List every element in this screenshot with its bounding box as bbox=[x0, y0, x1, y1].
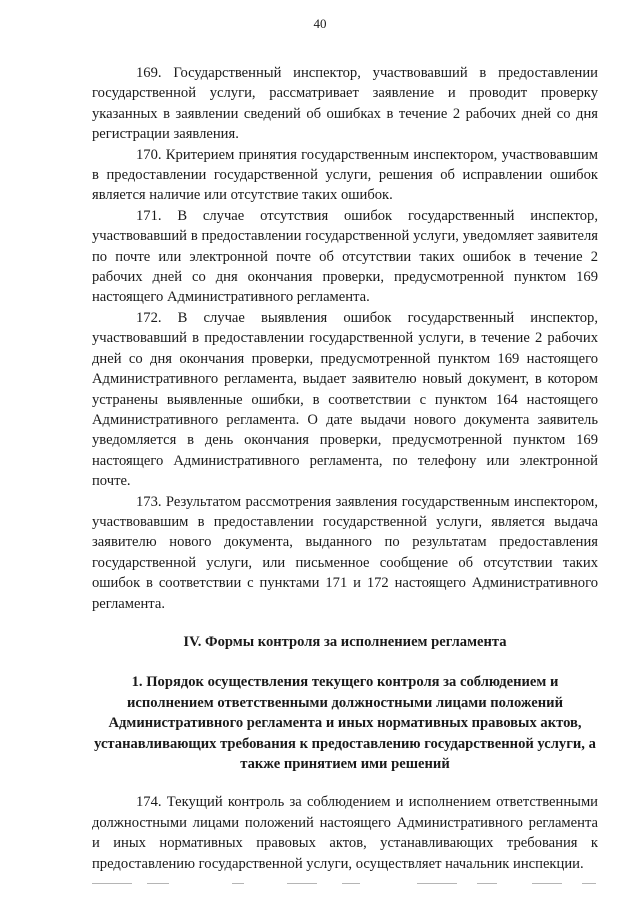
paragraph-171: 171. В случае отсутствия ошибок государственный инспектор, участвовавший в предоставлении государственной услуги, уведомляет заявителя по почте или электронной почте об отсутствии таких ошибок в течение 2 рабочих дней со дня окончания проверки, предусмотренной пунктом 169 настоящего Административного регламента. bbox=[92, 207, 598, 306]
paragraph-174: 174. Текущий контроль за соблюдением и исполнением ответственными должностными лицами положений настоящего Административного регламента и иных нормативных правовых актов, устанавливающих требования к предоставлению государственной услуги, осуществляет начальник инспекции. bbox=[92, 794, 598, 872]
paragraph-173: 173. Результатом рассмотрения заявления государственным инспектором, участвовавшим в предоставлении государственной услуги, является выдача заявителю нового документа, выданного по результатам предоставления государственной услуги, или письменное сообщение об отсутствии таких ошибок в соответствии с пунктами 171 и 172 настоящего Административного регламента. bbox=[92, 493, 598, 612]
paragraph-170: 170. Критерием принятия государственным инспектором, участвовавшим в предоставлении государственной услуги, решения об исправлении ошибок является наличие или отсутствие таких ошибок. bbox=[92, 146, 598, 204]
subsection-title: 1. Порядок осуществления текущего контроля за соблюдением и исполнением ответственными должностными лицами положений Административного регламента и иных нормативных правовых актов, устанавливающих требования к предоставлению государственной услуги, а также принятием ими решений bbox=[94, 674, 596, 772]
section-title: IV. Формы контроля за исполнением регламента bbox=[183, 633, 507, 650]
page-number: 40 bbox=[313, 16, 327, 31]
paragraph-172: 172. В случае выявления ошибок государственный инспектор, участвовавший в предоставлении государственной услуги, в течение 2 рабочих дней со дня окончания проверки, предусмотренной пунктом 169 настоящего Административного регламента, выдает заявителю новый документ, в котором устранены выявленные ошибки, в соответствии с пунктом 164 настоящего Административного регламента. О дате выдачи нового документа заявитель уведомляется в день окончания проверки, предусмотренной пунктом 169 настоящего Административного регламента, по телефону или электронной почте. bbox=[92, 309, 598, 490]
footer-scan-marks bbox=[92, 883, 598, 887]
paragraph-169: 169. Государственный инспектор, участвовавший в предоставлении государственной услуги, рассматривает заявление и проводит проверку указанных в заявлении сведений об ошибках в течение 2 рабочих дней со дня регистрации заявления. bbox=[92, 65, 598, 143]
document-body bbox=[92, 63, 598, 874]
